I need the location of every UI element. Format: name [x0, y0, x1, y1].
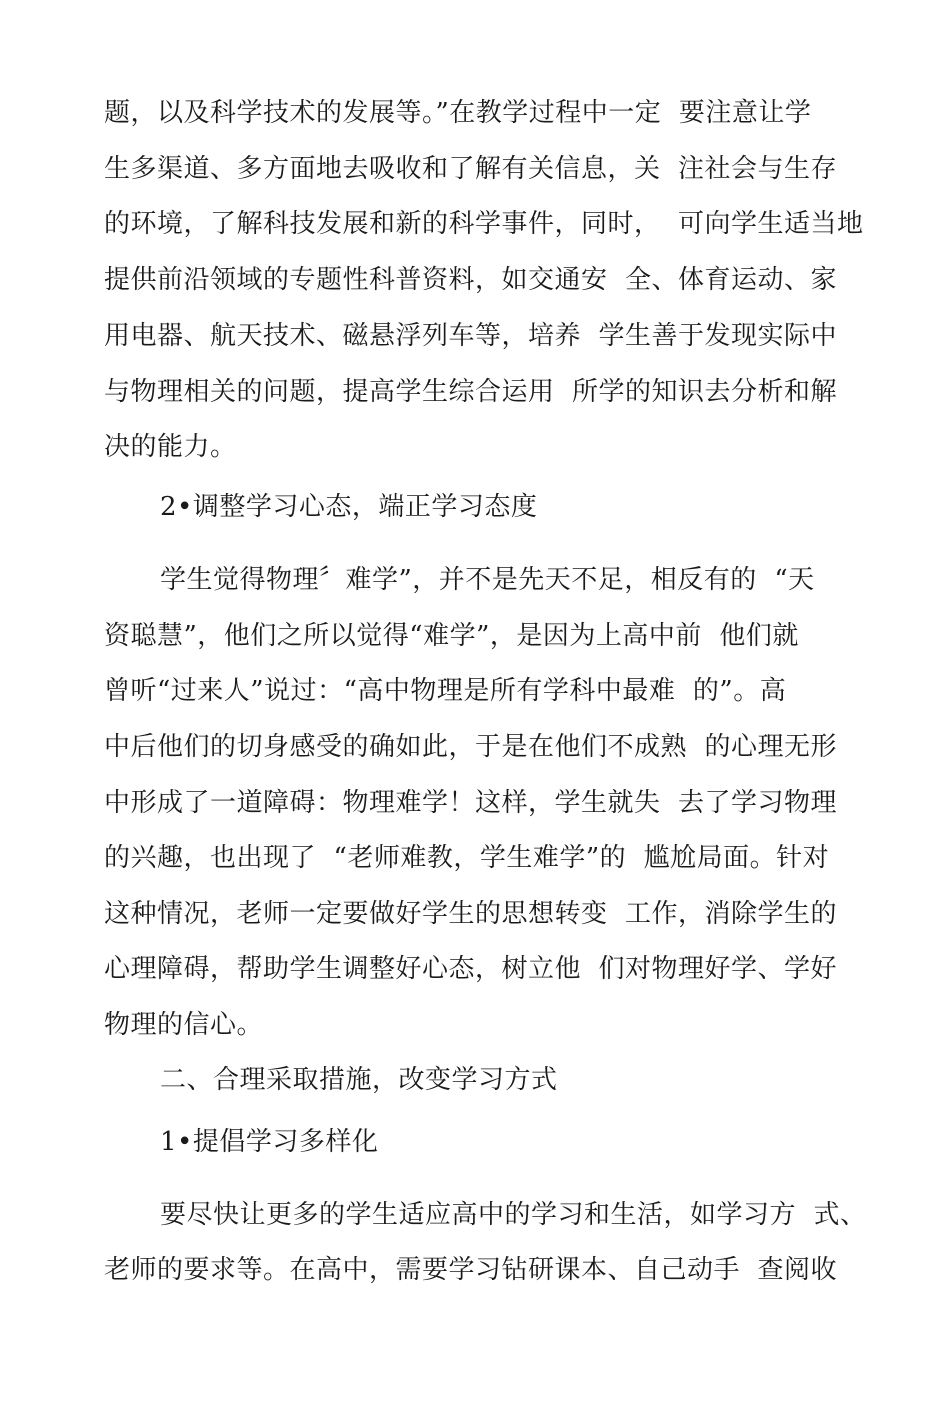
paragraph-line: 中形成了一道障碍：物理难学！这样，学生就失 去了学习物理 — [104, 788, 838, 818]
paragraph-line: 与物理相关的问题，提高学生综合运用 所学的知识去分析和解 — [104, 377, 838, 407]
paragraph-line: 要尽快让更多的学生适应高中的学习和生活，如学习方 式、 — [160, 1200, 867, 1230]
paragraph-line: 心理障碍，帮助学生调整好心态，树立他 们对物理好学、学好 — [104, 954, 838, 984]
paragraph-line: 中后他们的切身感受的确如此，于是在他们不成熟 的心理无形 — [104, 732, 838, 762]
paragraph-line: 的环境，了解科技发展和新的科学事件，同时， 可向学生适当地 — [104, 209, 864, 239]
paragraph-line: 决的能力。 — [104, 432, 237, 462]
paragraph-line: 用电器、航天技术、磁悬浮列车等，培养 学生善于发现实际中 — [104, 321, 838, 351]
paragraph-line: 资聪慧”，他们之所以觉得“难学”，是因为上高中前 他们就 — [104, 621, 799, 651]
paragraph-line: 生多渠道、多方面地去吸收和了解有关信息，关 注社会与生存 — [104, 154, 838, 184]
section-heading: 二、合理采取措施，改变学习方式 — [160, 1065, 558, 1095]
subheading-2: 2•调整学习心态，端正学习态度 — [160, 492, 538, 522]
paragraph-line: 老师的要求等。在高中，需要学习钻研课本、自己动手 查阅收 — [104, 1255, 838, 1285]
subheading-1: 1•提倡学习多样化 — [160, 1127, 379, 1157]
paragraph-line: 曾听“过来人”说过：“高中物理是所有学科中最难 的”。高 — [104, 676, 787, 706]
paragraph-line: 的兴趣，也出现了 “老师难教，学生难学”的 尴尬局面。针对 — [104, 843, 830, 873]
paragraph-line: 题，以及科学技术的发展等。”在教学过程中一定 要注意让学 — [104, 98, 812, 128]
paragraph-line: 学生觉得物理〞难学”，并不是先天不足，相反有的 “天 — [160, 565, 815, 595]
paragraph-line: 物理的信心。 — [104, 1010, 264, 1040]
paragraph-line: 这种情况，老师一定要做好学生的思想转变 工作，消除学生的 — [104, 899, 838, 929]
paragraph-line: 提供前沿领域的专题性科普资料，如交通安 全、体育运动、家 — [104, 265, 838, 295]
